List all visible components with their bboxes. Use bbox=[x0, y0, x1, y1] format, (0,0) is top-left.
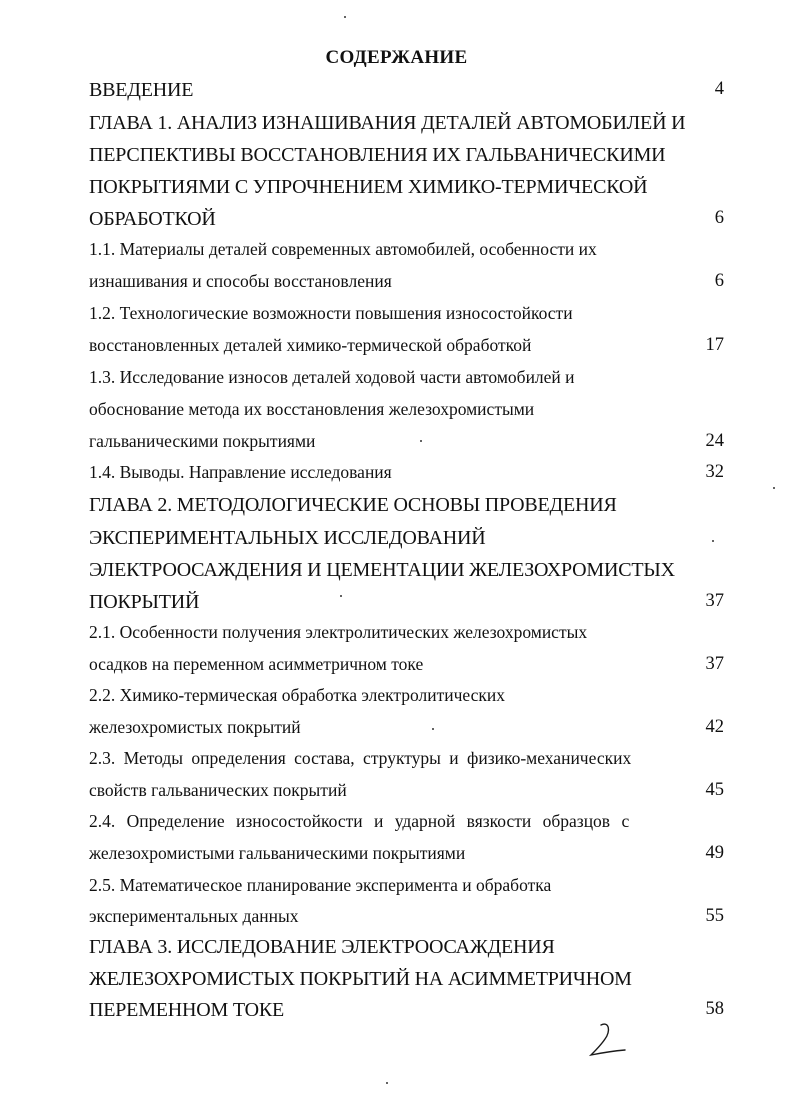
toc-line: изнашивания и способы восстановления bbox=[89, 271, 392, 291]
scan-speck bbox=[773, 487, 775, 489]
toc-page-number: 32 bbox=[705, 462, 724, 482]
toc-page-number: 17 bbox=[705, 335, 724, 355]
toc-line: осадков на переменном асимметричном токе bbox=[89, 654, 424, 674]
scan-speck bbox=[386, 1082, 388, 1084]
toc-line: ОБРАБОТКОЙ bbox=[89, 208, 216, 230]
toc-line: экспериментальных данных bbox=[89, 906, 299, 926]
scan-speck bbox=[420, 440, 422, 442]
toc-line: обоснование метода их восстановления железохромистыми bbox=[89, 399, 535, 419]
toc-line: 2.2. Химико-термическая обработка электролитических bbox=[89, 685, 506, 705]
toc-line: ПОКРЫТИЯМИ С УПРОЧНЕНИЕМ ХИМИКО-ТЕРМИЧЕСКОЙ bbox=[89, 176, 648, 198]
toc-line: 1.4. Выводы. Направление исследования bbox=[89, 462, 392, 482]
toc-page-number: 6 bbox=[714, 208, 724, 228]
toc-page-number: 58 bbox=[705, 999, 724, 1019]
toc-line: ГЛАВА 2. МЕТОДОЛОГИЧЕСКИЕ ОСНОВЫ ПРОВЕДЕНИЯ bbox=[89, 494, 617, 516]
toc-line: гальваническими покрытиями bbox=[89, 431, 316, 451]
toc-page-number: 37 bbox=[705, 591, 724, 611]
toc-line: ЭЛЕКТРООСАЖДЕНИЯ И ЦЕМЕНТАЦИИ ЖЕЛЕЗОХРОМИСТЫХ bbox=[89, 559, 675, 581]
toc-line: 2.5. Математическое планирование эксперимента и обработка bbox=[89, 875, 552, 895]
toc-line: восстановленных деталей химико-термической обработкой bbox=[89, 335, 532, 355]
toc-line: ЭКСПЕРИМЕНТАЛЬНЫХ ИССЛЕДОВАНИЙ bbox=[89, 527, 486, 549]
toc-page-number: 45 bbox=[705, 780, 724, 800]
toc-line: ПЕРСПЕКТИВЫ ВОССТАНОВЛЕНИЯ ИХ ГАЛЬВАНИЧЕСКИМИ bbox=[89, 144, 666, 166]
toc-page-number: 24 bbox=[705, 431, 724, 451]
toc-line: ГЛАВА 3. ИССЛЕДОВАНИЕ ЭЛЕКТРООСАЖДЕНИЯ bbox=[89, 936, 555, 958]
scan-speck bbox=[712, 540, 714, 542]
toc-line: ЖЕЛЕЗОХРОМИСТЫХ ПОКРЫТИЙ НА АСИММЕТРИЧНОМ bbox=[89, 968, 632, 990]
toc-line: 1.2. Технологические возможности повышения износостойкости bbox=[89, 303, 573, 323]
toc-line: свойств гальванических покрытий bbox=[89, 780, 347, 800]
toc-line: 2.3. Методы определения состава, структуры и физико-механических bbox=[89, 748, 632, 768]
scan-speck bbox=[344, 16, 346, 18]
toc-line: ГЛАВА 1. АНАЛИЗ ИЗНАШИВАНИЯ ДЕТАЛЕЙ АВТОМОБИЛЕЙ И bbox=[89, 112, 686, 134]
toc-line: ПОКРЫТИЙ bbox=[89, 591, 200, 613]
handwritten-page-number bbox=[587, 1017, 629, 1059]
toc-page-number: 4 bbox=[714, 79, 724, 99]
toc-page-number: 55 bbox=[705, 906, 724, 926]
toc-page-number: 37 bbox=[705, 654, 724, 674]
toc-line: железохромистых покрытий bbox=[89, 717, 301, 737]
toc-line: ВВЕДЕНИЕ bbox=[89, 79, 194, 101]
page-title: СОДЕРЖАНИЕ bbox=[325, 47, 468, 68]
scan-speck bbox=[340, 595, 342, 597]
toc-line: железохромистыми гальваническими покрытиями bbox=[89, 843, 466, 863]
toc-page-number: 42 bbox=[705, 717, 724, 737]
toc-page-number: 49 bbox=[705, 843, 724, 863]
toc-line: 2.4. Определение износостойкости и ударной вязкости образцов с bbox=[89, 811, 630, 831]
toc-page-number: 6 bbox=[714, 271, 724, 291]
toc-line: 2.1. Особенности получения электролитических железохромистых bbox=[89, 622, 588, 642]
toc-line: ПЕРЕМЕННОМ ТОКЕ bbox=[89, 999, 285, 1021]
toc-line: 1.1. Материалы деталей современных автомобилей, особенности их bbox=[89, 239, 597, 259]
scan-speck bbox=[432, 728, 434, 730]
toc-line: 1.3. Исследование износов деталей ходовой части автомобилей и bbox=[89, 367, 575, 387]
